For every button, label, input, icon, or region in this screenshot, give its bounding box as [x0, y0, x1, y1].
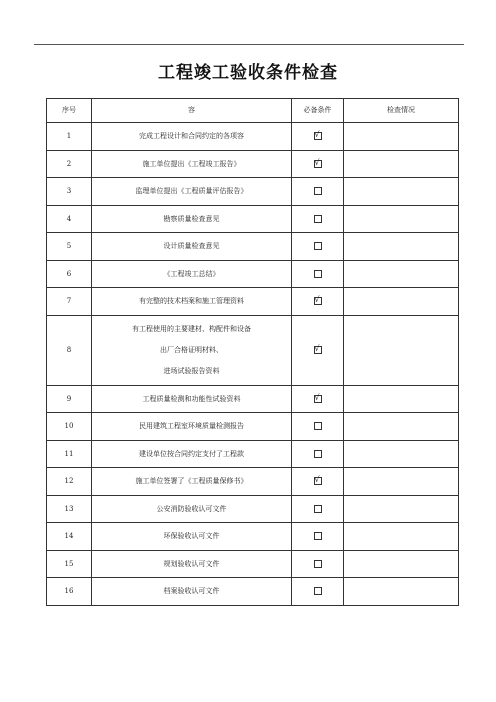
inspection-status-cell [344, 123, 459, 151]
header-content: 容 [92, 99, 292, 123]
row-content: 民用建筑工程室环境质量检测报告 [92, 413, 292, 441]
row-content-line: 有工程使用的主要建材、构配件和设备 [132, 324, 251, 333]
table-row [47, 150, 459, 178]
required-cell [292, 550, 344, 578]
required-cell [292, 178, 344, 206]
table-row [47, 523, 459, 551]
checkbox-checked-icon[interactable] [314, 392, 322, 403]
required-cell [292, 233, 344, 261]
table-row [47, 205, 459, 233]
inspection-status-cell [344, 385, 459, 413]
inspection-status-cell [344, 260, 459, 288]
checkbox-empty-icon[interactable] [314, 587, 322, 595]
check-mark-icon: √ [314, 343, 320, 353]
row-number: 10 [47, 413, 92, 441]
header-no: 序号 [47, 99, 92, 123]
row-number: 14 [47, 523, 92, 551]
row-content: 档案验收认可文件 [92, 578, 292, 606]
checkbox-empty-icon[interactable] [314, 422, 322, 430]
checkbox-empty-icon[interactable] [314, 505, 322, 513]
checkbox-empty-icon[interactable] [314, 242, 322, 250]
required-cell [292, 288, 344, 316]
row-number: 11 [47, 440, 92, 468]
required-cell [292, 315, 344, 385]
check-mark-icon: √ [314, 392, 320, 402]
row-number: 8 [47, 315, 92, 385]
table-row [47, 123, 459, 151]
check-mark-icon: √ [314, 475, 320, 485]
table-row [47, 385, 459, 413]
required-cell [292, 523, 344, 551]
row-content-line: 进场试验报告资料 [163, 366, 220, 375]
required-cell [292, 385, 344, 413]
row-number: 5 [47, 233, 92, 261]
row-content: 规划验收认可文件 [92, 550, 292, 578]
check-mark-icon: √ [314, 295, 320, 305]
inspection-status-cell [344, 150, 459, 178]
inspection-status-cell [344, 495, 459, 523]
row-content-line: 出厂合格证明材料、 [160, 345, 223, 354]
checkbox-empty-icon[interactable] [314, 187, 322, 195]
inspection-status-cell [344, 440, 459, 468]
table-header-row [47, 99, 459, 123]
inspection-status-cell [344, 523, 459, 551]
required-cell [292, 123, 344, 151]
table-body [47, 123, 459, 606]
table-row [47, 413, 459, 441]
row-content: 《工程竣工总结》 [92, 260, 292, 288]
checkbox-checked-icon[interactable] [314, 157, 322, 168]
checkbox-empty-icon[interactable] [314, 270, 322, 278]
checkbox-checked-icon[interactable] [314, 477, 322, 485]
table-row [47, 233, 459, 261]
checkbox-checked-icon[interactable] [314, 297, 322, 305]
row-number: 4 [47, 205, 92, 233]
header-rule [34, 44, 464, 45]
row-number: 9 [47, 385, 92, 413]
row-content: 施工单位提出《工程竣工报告》 [92, 150, 292, 178]
table-row [47, 468, 459, 496]
header-required: 必备条件 [292, 99, 344, 123]
table-row [47, 260, 459, 288]
required-cell [292, 468, 344, 496]
row-number: 15 [47, 550, 92, 578]
checkbox-checked-icon[interactable] [314, 132, 322, 140]
row-content: 监理单位提出《工程质量评估报告》 [92, 178, 292, 206]
check-mark-icon: √ [314, 157, 320, 167]
header-status: 检查情况 [344, 99, 459, 123]
row-content: 勘察质量检查意见 [92, 205, 292, 233]
required-cell [292, 413, 344, 441]
checkbox-empty-icon[interactable] [314, 560, 322, 568]
table-row [47, 288, 459, 316]
checkbox-empty-icon[interactable] [314, 532, 322, 540]
row-number: 3 [47, 178, 92, 206]
table-row [47, 440, 459, 468]
inspection-status-cell [344, 233, 459, 261]
row-content: 施工单位签署了《工程质量保修书》 [92, 468, 292, 496]
inspection-status-cell [344, 468, 459, 496]
table-row [47, 578, 459, 606]
row-content: 有完整的技术档案和施工管理资料 [92, 288, 292, 316]
checkbox-empty-icon[interactable] [314, 450, 322, 458]
table-row [47, 550, 459, 578]
required-cell [292, 578, 344, 606]
row-content: 设计质量检查意见 [92, 233, 292, 261]
table-row [47, 315, 459, 385]
checkbox-checked-icon[interactable] [314, 343, 322, 354]
page-title: 工程竣工验收条件检查 [158, 63, 338, 83]
inspection-status-cell [344, 178, 459, 206]
required-cell [292, 260, 344, 288]
inspection-status-cell [344, 578, 459, 606]
row-content: 建设单位按合同约定支付了工程款 [92, 440, 292, 468]
check-mark-icon: √ [314, 130, 320, 140]
acceptance-table [46, 98, 459, 606]
row-number: 13 [47, 495, 92, 523]
checkbox-empty-icon[interactable] [314, 215, 322, 223]
row-content: 完成工程设计和合同约定的各项容 [92, 123, 292, 151]
row-number: 12 [47, 468, 92, 496]
required-cell [292, 495, 344, 523]
required-cell [292, 440, 344, 468]
inspection-status-cell [344, 413, 459, 441]
row-content [92, 315, 292, 385]
inspection-status-cell [344, 315, 459, 385]
row-number: 1 [47, 123, 92, 151]
table-row [47, 178, 459, 206]
row-number: 6 [47, 260, 92, 288]
inspection-status-cell [344, 550, 459, 578]
row-content: 公安消防验收认可文件 [92, 495, 292, 523]
required-cell [292, 150, 344, 178]
row-number: 2 [47, 150, 92, 178]
inspection-status-cell [344, 205, 459, 233]
inspection-status-cell [344, 288, 459, 316]
required-cell [292, 205, 344, 233]
row-content: 工程质量检测和功能性试验资料 [92, 385, 292, 413]
table-row [47, 495, 459, 523]
row-number: 16 [47, 578, 92, 606]
row-content: 环保验收认可文件 [92, 523, 292, 551]
row-number: 7 [47, 288, 92, 316]
